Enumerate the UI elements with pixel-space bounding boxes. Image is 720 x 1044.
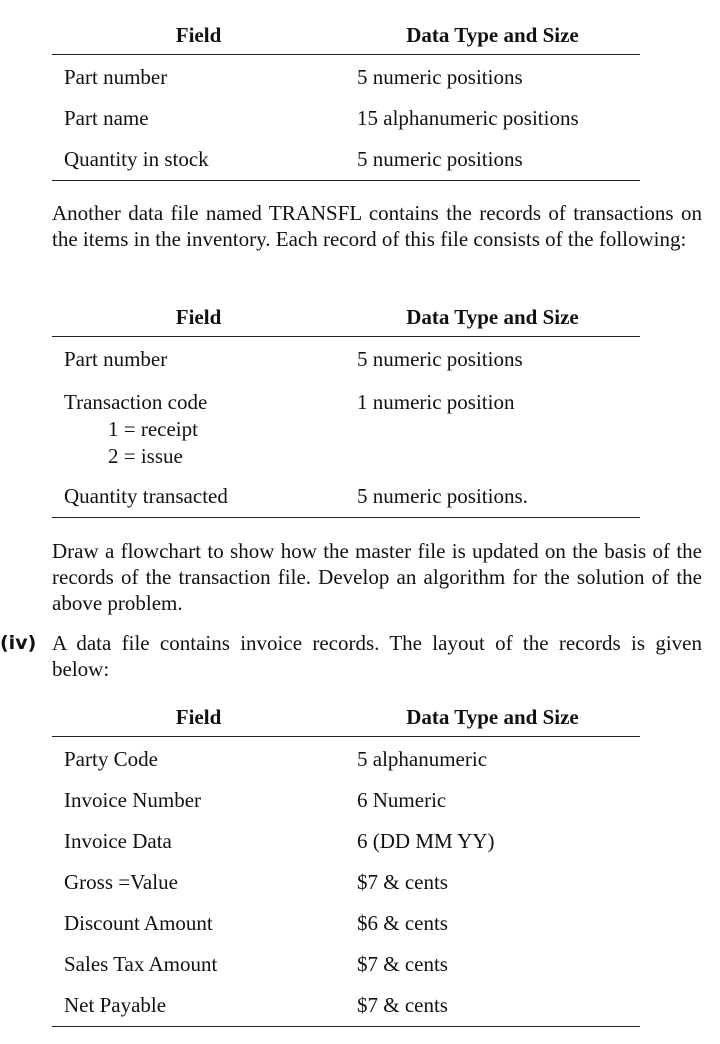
column-header-field: Field [52, 696, 345, 737]
cell-type: 5 numeric positions [345, 139, 640, 181]
cell-field: Party Code [64, 747, 158, 771]
column-header-data-type: Data Type and Size [345, 14, 640, 55]
cell-field: Quantity transacted [52, 476, 345, 518]
cell-type: 5 alphanumeric [357, 747, 488, 771]
table-row [52, 98, 640, 139]
table-invoice [52, 696, 640, 1027]
cell-type: $6 & cents [357, 911, 448, 935]
table-row [52, 737, 640, 781]
code-receipt: 1 = receipt [108, 417, 198, 441]
cell-field: Invoice Number [64, 788, 202, 812]
table-row [52, 821, 640, 862]
table-row [52, 380, 640, 476]
cell-field: Part number [64, 65, 168, 89]
cell-field: Sales Tax Amount [64, 952, 218, 976]
table-row [52, 903, 640, 944]
cell-type: $7 & cents [357, 952, 448, 976]
cell-field: Quantity in stock [52, 139, 345, 181]
cell-field [52, 380, 345, 476]
item-label: (iv) [0, 632, 37, 654]
table-row [52, 944, 640, 985]
cell-type: 5 numeric positions [357, 347, 523, 371]
table-transactions [52, 296, 640, 518]
cell-type: 6 Numeric [357, 788, 447, 812]
cell-type: 5 numeric positions [357, 65, 523, 89]
cell-field: Discount Amount [64, 911, 213, 935]
cell-type: $7 & cents [345, 985, 640, 1027]
table-row [52, 985, 640, 1027]
table-part-master [52, 14, 640, 181]
column-header-data-type: Data Type and Size [345, 296, 640, 337]
cell-field: Net Payable [52, 985, 345, 1027]
cell-type: 15 alphanumeric positions [357, 106, 579, 130]
table-row [52, 862, 640, 903]
cell-type: $7 & cents [357, 870, 448, 894]
column-header-field: Field [52, 296, 345, 337]
paragraph-transfl: Another data file named TRANSFL contains the records of transactions on the items in the inventory. Each record of this file consists of the following: [52, 201, 702, 251]
column-header-data-type: Data Type and Size [345, 696, 640, 737]
cell-type: 5 numeric positions. [345, 476, 640, 518]
cell-field: Part number [64, 347, 168, 371]
code-issue: 2 = issue [108, 444, 183, 468]
cell-field: Part name [64, 106, 149, 130]
table-row [52, 55, 640, 99]
paragraph-invoice: A data file contains invoice records. The layout of the records is given below: [52, 631, 702, 681]
table-row [52, 337, 640, 381]
cell-type: 6 (DD MM YY) [357, 829, 495, 853]
cell-type: 1 numeric position [357, 390, 515, 414]
table-row [52, 139, 640, 181]
table-row [52, 476, 640, 518]
cell-field: Gross =Value [64, 870, 178, 894]
table-row [52, 780, 640, 821]
paragraph-flowchart-task: Draw a flowchart to show how the master file is updated on the basis of the records of the transaction file. Develop an algorithm for the solution of the above problem. [52, 539, 702, 615]
field-name: Transaction code [64, 390, 208, 414]
column-header-field: Field [52, 14, 345, 55]
cell-field: Invoice Data [64, 829, 172, 853]
